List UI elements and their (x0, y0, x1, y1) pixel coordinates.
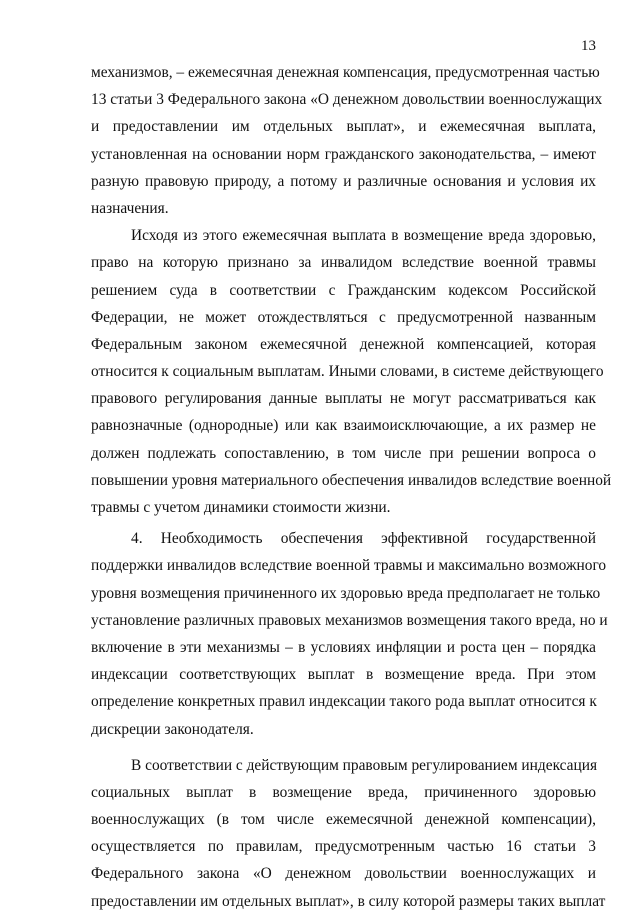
text-line: равнозначные (однородные) или как взаимоисключающие, а их размер не (91, 417, 596, 435)
text-line: Федерации, не может отождествляться с предусмотренной названным (91, 308, 596, 326)
text-line: осуществляется по правилам, предусмотренным частью 16 статьи 3 (91, 838, 596, 856)
text-line: индексации соответствующих выплат в возмещение вреда. При этом (91, 666, 596, 684)
text-line: разную правовую природу, а потому и различные основания и условия их (91, 172, 596, 190)
text-line: назначения. (91, 199, 169, 217)
text-line: механизмов, – ежемесячная денежная компенсация, предусмотренная частью (91, 64, 600, 81)
text-line: социальных выплат в возмещение вреда, причиненного здоровью (91, 783, 596, 801)
text-line: 13 статьи 3 Федерального закона «О денежном довольствии военнослужащих (91, 91, 603, 109)
text-line: установление различных правовых механизмов возмещения такого вреда, но и (91, 611, 608, 629)
text-line: и предоставлении им отдельных выплат», и ежемесячная выплата, (91, 118, 596, 136)
page-number: 13 (581, 38, 596, 54)
text-line: определение конкретных правил индексации такого рода выплат относится к (91, 693, 597, 711)
text-line: правового регулирования данные выплаты не могут рассматриваться как (91, 390, 596, 408)
text-line: Исходя из этого ежемесячная выплата в возмещение вреда здоровью, (131, 227, 596, 245)
text-line: 4. Необходимость обеспечения эффективной государственной (131, 530, 596, 548)
text-line: дискреции законодателя. (91, 720, 254, 738)
paragraph (91, 752, 606, 915)
text-line: военнослужащих (в том числе ежемесячной денежной компенсации), (91, 811, 596, 829)
text-line: право на которую признано за инвалидом вследствие военной травмы (91, 254, 596, 272)
text-line: относится к социальным выплатам. Иными словами, в системе действующего (91, 363, 604, 381)
text-line: В соответствии с действующим правовым регулированием индексация (131, 756, 598, 774)
text-line: травмы с учетом динамики стоимости жизни. (91, 499, 391, 516)
text-line: решением суда в соответствии с Гражданским кодексом Российской (91, 281, 596, 299)
text-line: установленная на основании норм гражданского законодательства, – имеют (91, 145, 596, 163)
text-line: Федеральным законом ежемесячной денежной компенсацией, которая (91, 335, 596, 353)
paragraph (91, 222, 612, 525)
paragraph (91, 525, 608, 752)
text-line: поддержки инвалидов вследствие военной травмы и максимально возможного (91, 557, 607, 575)
paragraph (91, 59, 603, 222)
document-body (91, 59, 612, 915)
text-line: Федерального закона «О денежном довольствии военнослужащих и (91, 865, 596, 883)
text-line: повышении уровня материального обеспечения инвалидов вследствие военной (91, 471, 612, 489)
text-line: должен подлежать сопоставлению, в том числе при решении вопроса о (91, 444, 596, 462)
text-line: предоставлении им отдельных выплат», в силу которой размеры таких выплат (91, 892, 606, 910)
text-line: включение в эти механизмы – в условиях инфляции и роста цен – порядка (91, 638, 596, 656)
text-line: уровня возмещения причиненного их здоровью вреда предполагает не только (91, 584, 601, 602)
